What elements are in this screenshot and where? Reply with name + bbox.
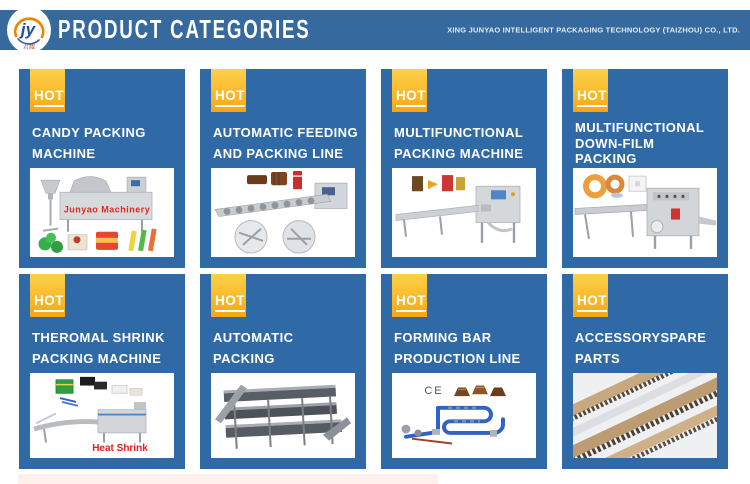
category-card-multifunctional-packing-machine[interactable] xyxy=(381,69,547,268)
card-title: MULTIFUNCTIONAL PACKING MACHINE xyxy=(394,125,524,161)
hot-badge: HOT xyxy=(30,274,65,317)
product-image-shrink-packing-machine xyxy=(30,373,174,458)
hot-badge: HOT xyxy=(30,69,65,112)
product-image-multifunctional-packing-machine xyxy=(392,168,536,257)
hot-badge: HOT xyxy=(211,274,246,317)
category-card-theromal-shrink-packing-machine[interactable] xyxy=(19,274,185,469)
company-name: XING JUNYAO INTELLIGENT PACKAGING TECHNOLOGY (TAIZHOU) CO., LTD. xyxy=(447,25,740,35)
product-caption: Junyao Machinery xyxy=(63,204,151,215)
hot-badge: HOT xyxy=(211,69,246,112)
company-logo xyxy=(6,6,52,54)
category-card-forming-bar-production-line[interactable] xyxy=(381,274,547,469)
card-title: AUTOMATIC FEEDING AND PACKING LINE xyxy=(213,125,358,161)
page-title: PRODUCT CATEGORIES xyxy=(58,13,311,44)
hot-badge: HOT xyxy=(573,274,608,317)
product-image-candy-packing-machine xyxy=(30,168,174,257)
card-title: CANDY PACKING MACHINE xyxy=(32,125,146,161)
category-card-automatic-packing-solution[interactable] xyxy=(200,274,366,469)
hot-badge: HOT xyxy=(392,274,427,317)
card-title: MULTIFUNCTIONAL DOWN-FILM PACKING xyxy=(575,120,705,166)
jy-logo-icon xyxy=(6,6,52,54)
header xyxy=(0,0,750,62)
card-title: THEROMAL SHRINK PACKING MACHINE xyxy=(32,330,165,366)
category-card-candy-packing-machine[interactable] xyxy=(19,69,185,268)
category-card-multifunctional-down-film-packing-machine[interactable] xyxy=(562,69,728,268)
card-title: FORMING BAR PRODUCTION LINE xyxy=(394,330,521,366)
logo-text: jy xyxy=(20,20,36,39)
category-grid-row-1 xyxy=(19,69,750,268)
product-image-forming-bar-line xyxy=(392,373,536,458)
hot-badge: HOT xyxy=(573,69,608,112)
card-title: ACCESSORYSPARE PARTS xyxy=(575,330,707,366)
next-section-edge xyxy=(18,474,438,484)
card-title: AUTOMATIC PACKING xyxy=(213,330,294,366)
product-image-packing-solution xyxy=(211,373,355,458)
product-caption: Heat Shrink xyxy=(92,443,148,455)
product-image-down-film-packing-machine xyxy=(573,168,717,257)
logo-subtext: 君耀 xyxy=(22,45,36,51)
product-image-spare-parts xyxy=(573,373,717,458)
hot-badge: HOT xyxy=(392,69,427,112)
category-card-accessoryspare-parts[interactable] xyxy=(562,274,728,469)
header-band xyxy=(0,10,750,50)
category-card-automatic-feeding-and-packing-line[interactable] xyxy=(200,69,366,268)
category-grid-row-2 xyxy=(19,274,750,469)
product-image-automatic-feeding-line xyxy=(211,168,355,257)
ce-mark: CE xyxy=(424,385,444,398)
